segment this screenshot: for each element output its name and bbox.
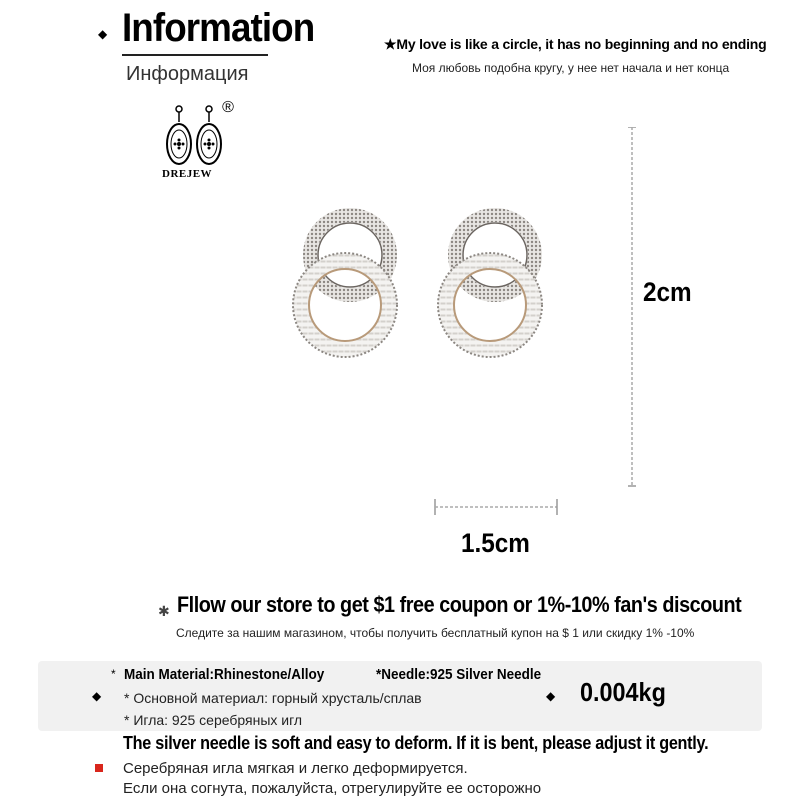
slogan-ru: Моя любовь подобна кругу, у нее нет начала и нет конца (412, 61, 730, 75)
height-label: 2cm (643, 277, 692, 307)
needle-warning-ru-1: Серебряная игла мягкая и легко деформируется. (123, 760, 468, 777)
main-material: Main Material:Rhinestone/Alloy (124, 666, 325, 683)
asterisk-icon: ✱ (158, 603, 170, 619)
title-underline (122, 54, 268, 56)
weight-value: 0.004kg (580, 677, 666, 707)
store-follow-text: Fllow our store to get $1 free coupon or 1%-10% fan's discount (177, 592, 742, 617)
needle-material-ru: * Игла: 925 серебряных игл (124, 712, 303, 728)
right-earring (438, 215, 542, 357)
height-dimension-line (627, 127, 637, 487)
red-square-bullet-icon (95, 764, 103, 772)
needle-warning: The silver needle is soft and easy to deform. If it is bent, please adjust it gently. (123, 733, 709, 753)
slogan: ★My love is like a circle, it has no beginning and no ending (384, 36, 767, 52)
page-subtitle: Информация (126, 63, 249, 85)
page-title: Information (122, 6, 315, 50)
registered-mark: ® (222, 99, 234, 116)
left-earring (293, 215, 397, 357)
width-label: 1.5cm (461, 528, 530, 558)
needle-material: *Needle:925 Silver Needle (376, 666, 542, 683)
store-follow-text-ru: Следите за нашим магазином, чтобы получить бесплатный купон на $ 1 или скидку 1% -10% (176, 626, 695, 640)
needle-warning-ru-2: Если она согнута, пожалуйста, отрегулируйте ее осторожно (123, 780, 542, 797)
asterisk-icon: * (111, 667, 116, 681)
diamond-bullet-icon: ◆ (92, 689, 102, 703)
header-bullet-icon: ◆ (98, 27, 108, 41)
main-material-ru: * Основной материал: горный хрусталь/сплав (124, 690, 422, 706)
diamond-bullet-icon: ◆ (546, 689, 556, 703)
hoop-earrings-image (290, 200, 560, 370)
width-dimension-line (434, 497, 558, 517)
brand-name: DREJEW (162, 168, 213, 180)
